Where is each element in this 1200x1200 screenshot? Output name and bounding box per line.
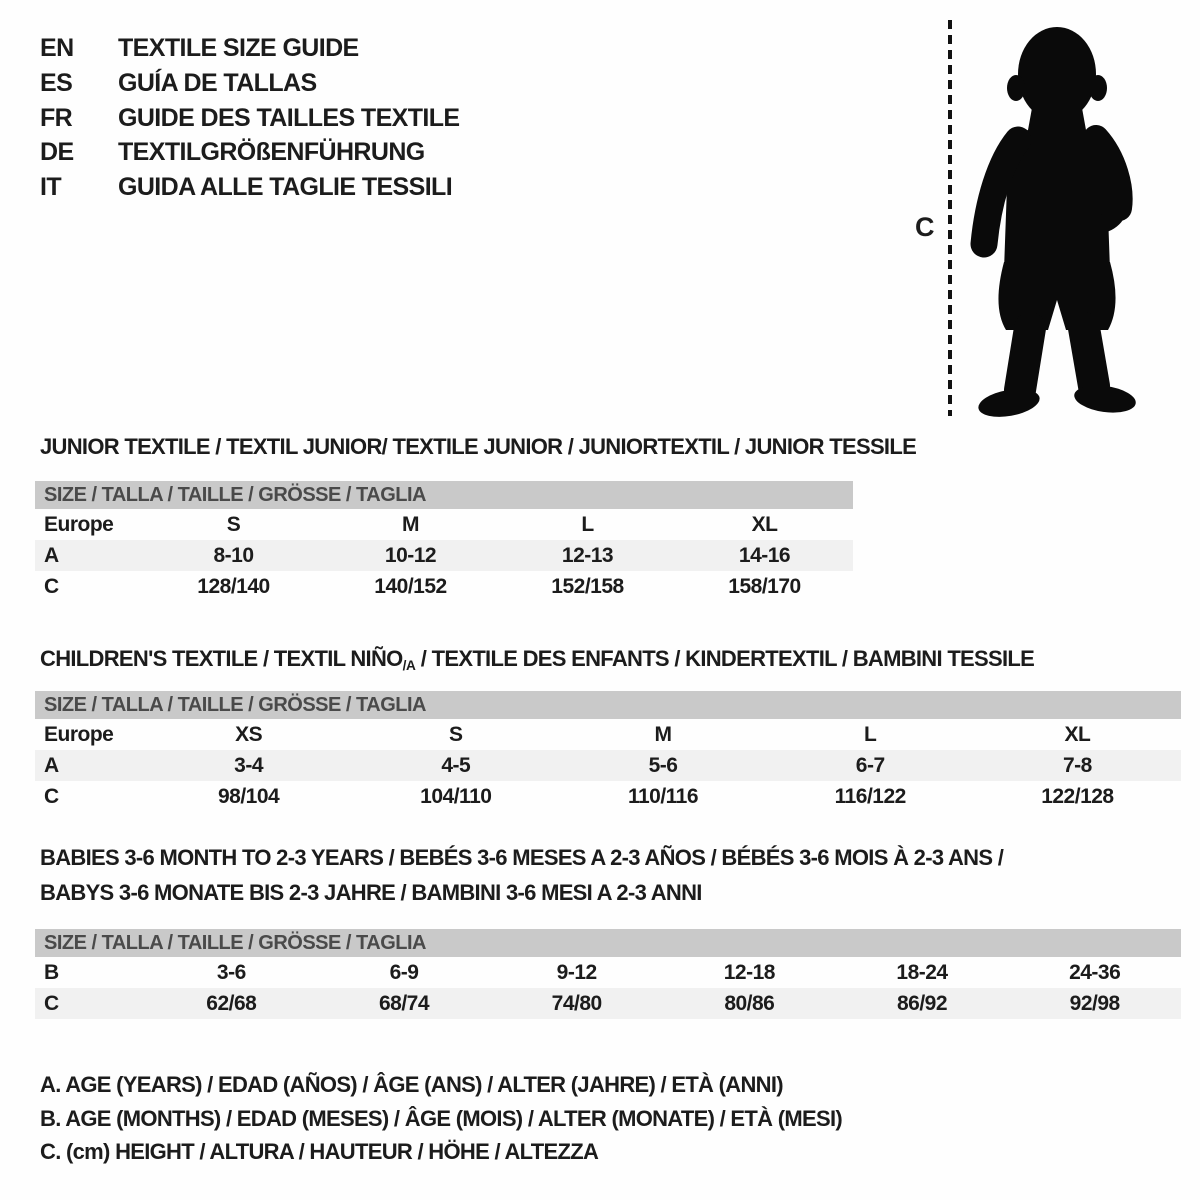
baby-ear-right	[1089, 75, 1107, 101]
table-cell: 9-12	[556, 960, 597, 984]
table-cell: 128/140	[197, 574, 270, 598]
table-cell: 62/68	[206, 991, 257, 1015]
table-row	[35, 719, 1181, 750]
babies-title-line2: BABYS 3-6 MONATE BIS 2-3 JAHRE / BAMBINI 3-6 MESI A 2-3 ANNI	[40, 880, 702, 905]
baby-head	[1018, 27, 1096, 121]
table-cell: M	[654, 722, 672, 746]
children-title-pre: CHILDREN'S TEXTILE / TEXTIL NIÑO	[40, 646, 403, 671]
children-title-subscript: /A	[402, 657, 416, 673]
table-cell: 6-9	[389, 960, 419, 984]
table-cell: L	[864, 722, 877, 746]
legend-height-cm: C. (cm) HEIGHT / ALTURA / HAUTEUR / HÖHE / ALTEZZA	[40, 1139, 599, 1164]
table-cell: 10-12	[384, 543, 437, 567]
row-label: C	[44, 784, 59, 808]
children-title-post: / TEXTILE DES ENFANTS / KINDERTEXTIL / BAMBINI TESSILE	[415, 646, 1035, 671]
table-cell: 140/152	[374, 574, 447, 598]
size-header-bar: SIZE / TALLA / TAILLE / GRÖSSE / TAGLIA	[35, 481, 853, 509]
table-cell: M	[402, 512, 419, 536]
children-section-title	[40, 646, 1034, 673]
guide-title: TEXTILGRÖßENFÜHRUNG	[118, 138, 425, 167]
table-cell: S	[449, 722, 463, 746]
table-cell: 24-36	[1069, 960, 1121, 984]
table-cell: XL	[1064, 722, 1091, 746]
row-label: A	[44, 753, 59, 777]
baby-leg-left	[1020, 328, 1030, 390]
row-label: Europe	[44, 722, 114, 746]
size-header-bar: SIZE / TALLA / TAILLE / GRÖSSE / TAGLIA	[35, 691, 1181, 719]
table-cell: 7-8	[1062, 753, 1092, 777]
table-cell: 98/104	[217, 784, 280, 808]
row-label: C	[44, 991, 59, 1015]
table-cell: 80/86	[724, 991, 775, 1015]
table-row	[35, 750, 1181, 781]
baby-leg-right	[1084, 328, 1094, 386]
table-cell: 104/110	[420, 784, 492, 808]
language-row	[40, 31, 460, 66]
table-row	[35, 509, 853, 540]
guide-title: GUIDA ALLE TAGLIE TESSILI	[118, 173, 453, 202]
legend-age-years: A. AGE (YEARS) / EDAD (AÑOS) / ÂGE (ANS) / ALTER (JAHRE) / ETÀ (ANNI)	[40, 1072, 783, 1097]
language-code: DE	[40, 138, 74, 167]
legend-age-months: B. AGE (MONTHS) / EDAD (MESES) / ÂGE (MOIS) / ALTER (MONATE) / ETÀ (MESI)	[40, 1106, 842, 1131]
height-measure-label: C	[915, 212, 934, 242]
babies-section-title	[40, 845, 1003, 906]
junior-size-table	[35, 481, 853, 602]
table-cell: 12-13	[561, 543, 614, 567]
language-row	[40, 135, 460, 170]
guide-title: GUIDE DES TAILLES TEXTILE	[118, 103, 460, 132]
language-code: ES	[40, 68, 73, 97]
table-cell: 110/116	[627, 784, 699, 808]
table-row	[35, 957, 1181, 988]
table-cell: 68/74	[378, 991, 430, 1015]
guide-title: TEXTILE SIZE GUIDE	[118, 34, 359, 62]
language-title-list	[40, 31, 460, 205]
language-row	[40, 101, 460, 136]
junior-section-title: JUNIOR TEXTILE / TEXTIL JUNIOR/ TEXTILE JUNIOR / JUNIORTEXTIL / JUNIOR TESSILE	[40, 434, 917, 459]
children-size-table	[35, 691, 1181, 812]
table-row	[35, 781, 1181, 812]
table-cell: 116/122	[834, 784, 906, 808]
table-cell: 74/80	[551, 991, 602, 1015]
table-cell: 152/158	[551, 574, 624, 598]
language-row	[40, 170, 460, 205]
table-cell: 12-18	[723, 960, 775, 984]
height-dashed-line	[946, 18, 954, 418]
baby-silhouette-figure	[962, 12, 1152, 422]
table-cell: 92/98	[1069, 991, 1120, 1015]
language-code: EN	[40, 34, 74, 62]
row-label: A	[44, 543, 59, 567]
language-code: IT	[40, 173, 62, 202]
table-cell: 6-7	[855, 753, 885, 777]
table-cell: 3-4	[234, 753, 264, 777]
table-cell: 5-6	[648, 753, 678, 777]
table-cell: S	[226, 512, 241, 536]
table-cell: 122/128	[1041, 784, 1114, 808]
table-cell: 158/170	[728, 574, 801, 598]
babies-title-line1: BABIES 3-6 MONTH TO 2-3 YEARS / BEBÉS 3-6 MESES A 2-3 AÑOS / BÉBÉS 3-6 MOIS À 2-3 ANS /	[40, 845, 1004, 870]
language-row	[40, 66, 460, 101]
row-label: B	[44, 960, 59, 984]
table-row	[35, 988, 1181, 1019]
table-cell: XL	[751, 512, 778, 536]
table-cell: 86/92	[896, 991, 948, 1015]
babies-size-table	[35, 929, 1181, 1019]
table-row	[35, 571, 853, 602]
table-cell: 18-24	[896, 960, 948, 984]
baby-ear-left	[1007, 75, 1025, 101]
table-cell: L	[581, 512, 594, 536]
guide-title: GUÍA DE TALLAS	[118, 68, 317, 97]
table-row	[35, 540, 853, 571]
table-cell: 8-10	[213, 543, 254, 567]
baby-shorts	[998, 262, 1115, 330]
row-label: C	[44, 574, 59, 598]
table-cell: 14-16	[738, 543, 791, 567]
table-cell: XS	[235, 722, 263, 746]
table-cell: 4-5	[441, 753, 471, 777]
row-label: Europe	[44, 512, 114, 536]
size-header-bar: SIZE / TALLA / TAILLE / GRÖSSE / TAGLIA	[35, 929, 1181, 957]
language-code: FR	[40, 103, 73, 132]
table-cell: 3-6	[216, 960, 246, 984]
